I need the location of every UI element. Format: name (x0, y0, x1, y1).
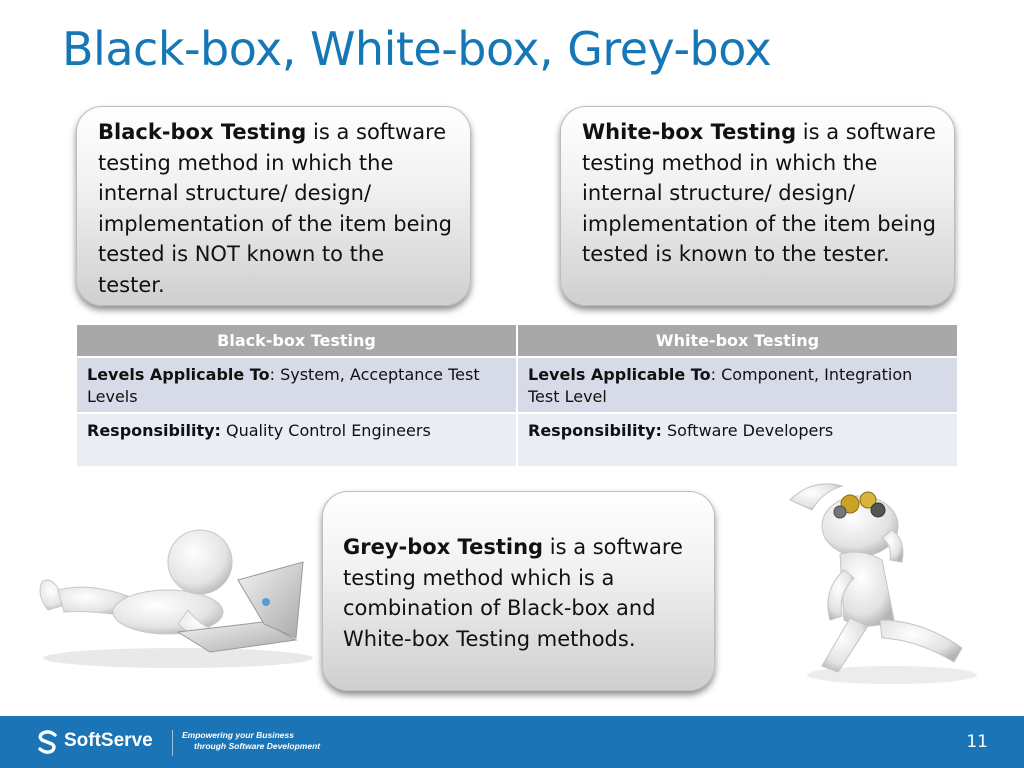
table-header-row (77, 325, 957, 357)
cell-label: Responsibility: (87, 421, 221, 440)
cell-label: Levels Applicable To (528, 365, 711, 384)
slide-title: Black-box, White-box, Grey-box (62, 22, 772, 76)
table-cell (77, 413, 517, 466)
tagline-line-2: through Software Development (194, 741, 321, 751)
table-row (77, 357, 957, 413)
black-box-definition: is a software testing method in which the internal structure/ design/ implementation of the item being tested is NOT known to the tester. (98, 120, 452, 297)
cell-value: Software Developers (661, 421, 834, 440)
grey-box-term: Grey-box Testing (343, 535, 544, 559)
footer-divider (172, 730, 173, 756)
cell-value: : Component, Integration Test Level (528, 365, 913, 406)
table-cell (517, 413, 957, 466)
figure-thinking-with-open-head (782, 470, 982, 690)
brand-tagline (182, 730, 320, 752)
cell-label: Levels Applicable To (87, 365, 270, 384)
white-box-term: White-box Testing (582, 120, 797, 144)
comparison-table (77, 325, 957, 466)
black-box-term: Black-box Testing (98, 120, 307, 144)
tagline-line-1: Empowering your Business (182, 730, 294, 740)
table-cell (517, 357, 957, 413)
cell-label: Responsibility: (528, 421, 662, 440)
table-cell (77, 357, 517, 413)
white-box-definition: is a software testing method in which the internal structure/ design/ implementation of the item being tested is known to the tester. (582, 120, 936, 266)
table-header-white-box: White-box Testing (517, 325, 957, 357)
table-header-black-box: Black-box Testing (77, 325, 517, 357)
grey-box-definition: is a software testing method which is a combination of Black-box and White-box Testing methods. (343, 535, 683, 651)
white-box-callout (560, 106, 955, 306)
grey-box-callout (322, 491, 715, 691)
black-box-callout (76, 106, 471, 306)
figure-lying-with-laptop (28, 500, 318, 670)
page-number: 11 (966, 732, 988, 752)
footer-bar (0, 716, 1024, 768)
softserve-logo-icon (35, 729, 61, 755)
brand-name: SoftServe (64, 730, 153, 751)
table-row (77, 413, 957, 466)
cell-value: : System, Acceptance Test Levels (87, 365, 480, 406)
cell-value: Quality Control Engineers (220, 421, 431, 440)
